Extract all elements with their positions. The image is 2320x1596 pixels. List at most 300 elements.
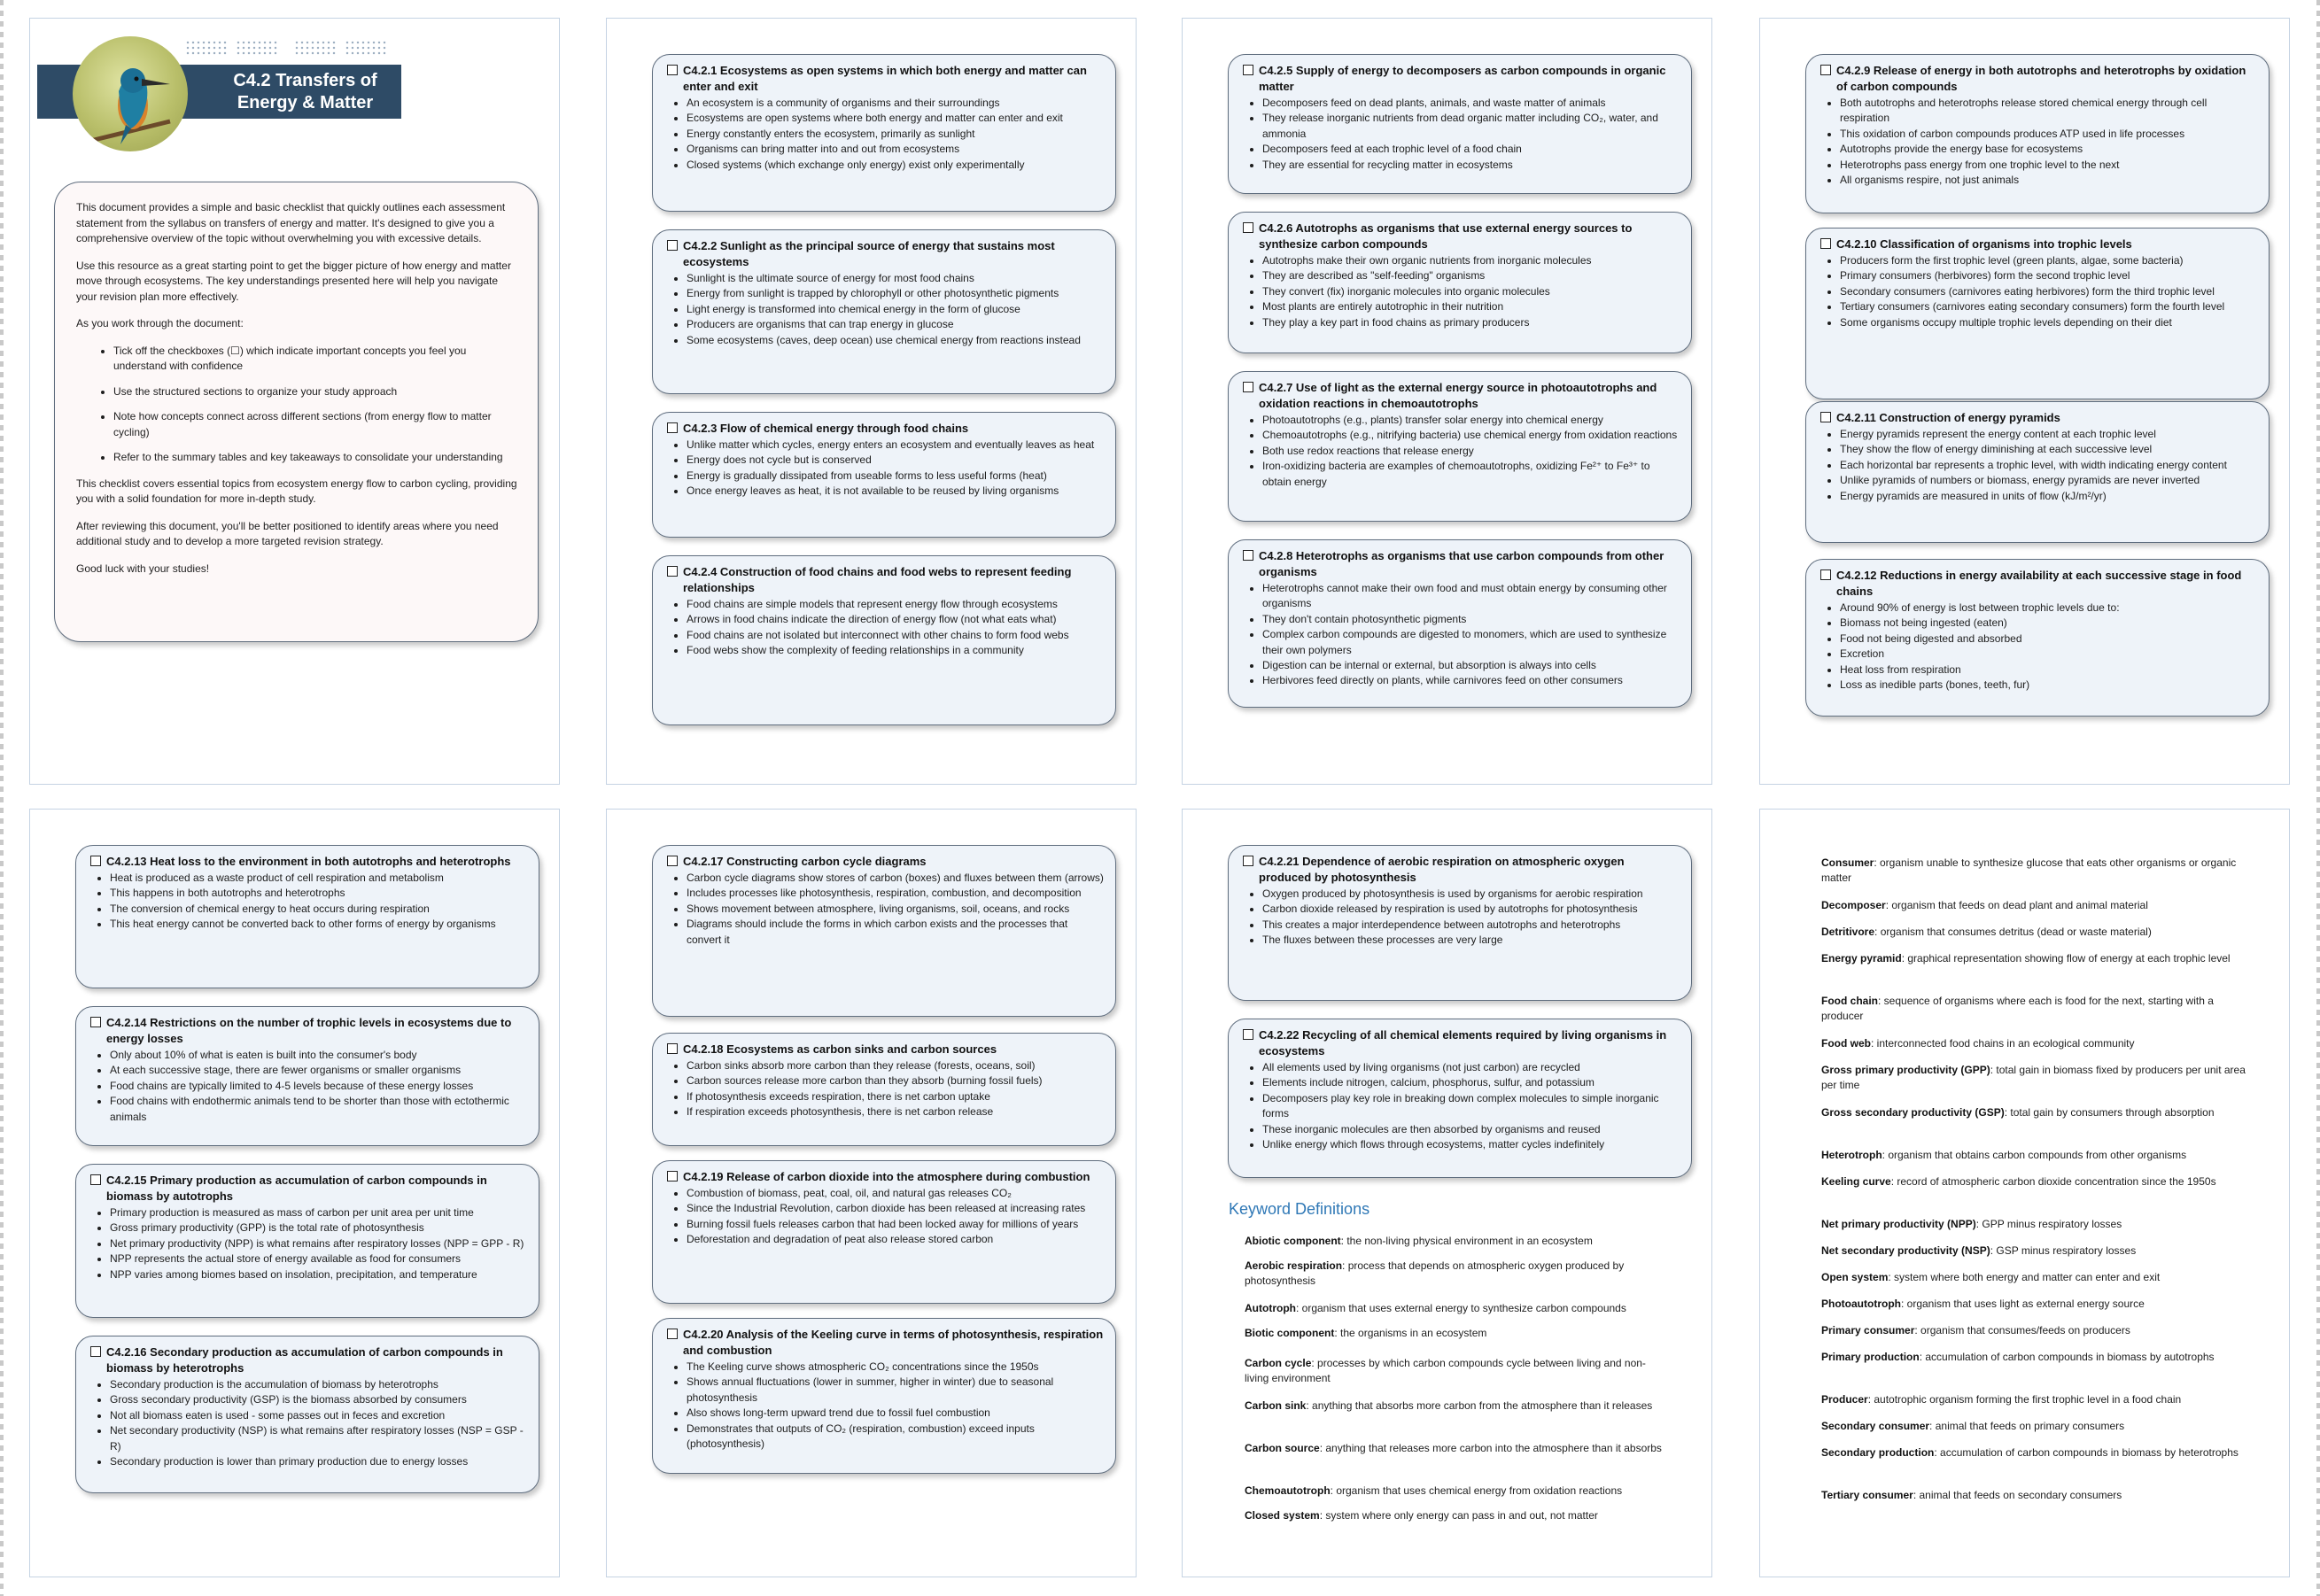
card-bullet-list	[1243, 413, 1680, 490]
keyword-meaning: : organism that uses external energy to synthesize carbon compounds	[1295, 1302, 1626, 1314]
card-bullet-item: • Energy from sunlight is trapped by chlorophyll or other photosynthetic pigments	[687, 286, 1104, 301]
card-bullet-item: • Carbon cycle diagrams show stores of carbon (boxes) and fluxes between them (arrows)	[687, 871, 1104, 886]
keyword-definition	[1821, 1270, 2246, 1285]
card-bullet-item: • Diagrams should include the forms in which carbon exists and the processes that convert it	[687, 917, 1104, 948]
intro-list	[76, 344, 518, 466]
card-bullet-item: • Both autotrophs and heterotrophs release stored chemical energy through cell respiration	[1840, 96, 2257, 127]
card-title	[1243, 548, 1680, 580]
keyword-definition	[1821, 856, 2246, 886]
keyword-term: Primary production	[1821, 1351, 1920, 1363]
keyword-definition	[1821, 1105, 2246, 1120]
card-bullet-item: • An ecosystem is a community of organisms and their surroundings	[687, 96, 1104, 111]
card-bullet-list	[667, 1058, 1104, 1120]
keyword-meaning: : GSP minus respiratory losses	[1990, 1244, 2137, 1257]
card-bullet-item: • They don't contain photosynthetic pigments	[1262, 612, 1680, 627]
card-bullet-item: • All elements used by living organisms (not just carbon) are recycled	[1262, 1060, 1680, 1075]
keyword-term: Carbon source	[1245, 1442, 1320, 1454]
keyword-meaning: : total gain by consumers through absorption	[2004, 1106, 2215, 1119]
card-bullet-item: • Biomass not being ingested (eaten)	[1840, 616, 2257, 631]
card-bullet-item: • Food chains with endothermic animals tend to be shorter than those with ectothermic animals	[110, 1094, 527, 1125]
card-bullet-item: • Not all biomass eaten is used - some passes out in feces and excretion	[110, 1408, 527, 1423]
card-bullet-item: • Only about 10% of what is eaten is built into the consumer's body	[110, 1048, 527, 1063]
card-bullet-item: • Energy does not cycle but is conserved	[687, 453, 1104, 468]
card-bullet-list	[90, 1377, 527, 1469]
card-bullet-item: • Since the Industrial Revolution, carbon dioxide has been released at increasing rates	[687, 1201, 1104, 1216]
keyword-term: Carbon sink	[1245, 1399, 1307, 1412]
checkbox-icon[interactable]	[1820, 238, 1831, 249]
keyword-term: Secondary consumer	[1821, 1420, 1930, 1432]
card-bullet-item: • Photoautotrophs (e.g., plants) transfer solar energy into chemical energy	[1262, 413, 1680, 428]
keyword-term: Food web	[1821, 1037, 1871, 1050]
checkbox-icon[interactable]	[1820, 412, 1831, 422]
checkbox-icon[interactable]	[1820, 569, 1831, 580]
card-bullet-item: • Net secondary productivity (NSP) is what remains after respiratory losses (NSP = GSP - R)	[110, 1423, 527, 1454]
checklist-card-c22	[1228, 1019, 1692, 1178]
card-bullet-item: • Around 90% of energy is lost between trophic levels due to:	[1840, 600, 2257, 616]
checkbox-icon[interactable]	[1243, 1029, 1253, 1040]
checkbox-icon[interactable]	[667, 1329, 678, 1339]
keyword-term: Producer	[1821, 1393, 1868, 1406]
card-title	[90, 1344, 527, 1376]
card-bullet-item: • Heterotrophs pass energy from one trophic level to the next	[1840, 158, 2257, 173]
checkbox-icon[interactable]	[90, 1017, 101, 1027]
card-title-text: C4.2.3 Flow of chemical energy through food chains	[683, 422, 969, 435]
card-bullet-item: • If photosynthesis exceeds respiration, there is net carbon uptake	[687, 1089, 1104, 1104]
keyword-term: Abiotic component	[1245, 1235, 1341, 1247]
keyword-term: Tertiary consumer	[1821, 1489, 1913, 1501]
keyword-meaning: : total gain in biomass fixed by producers per unit area per time	[1821, 1064, 2246, 1091]
checkbox-icon[interactable]	[90, 856, 101, 866]
keyword-meaning: : sequence of organisms where each is food for the next, starting with a producer	[1821, 995, 2214, 1022]
card-bullet-list	[667, 271, 1104, 348]
keyword-meaning: : organism unable to synthesize glucose that eats other organisms or organic matter	[1821, 856, 2237, 884]
card-bullet-item: • They are described as "self-feeding" organisms	[1262, 268, 1680, 283]
checkbox-icon[interactable]	[1243, 856, 1253, 866]
card-bullet-item: • Carbon sinks absorb more carbon than they release (forests, oceans, soil)	[687, 1058, 1104, 1073]
page-8	[1759, 809, 2290, 1577]
card-bullet-list	[1243, 1060, 1680, 1152]
card-title	[667, 421, 1104, 437]
card-bullet-item: • Some organisms occupy multiple trophic levels depending on their diet	[1840, 315, 2257, 330]
card-bullet-item: • Excretion	[1840, 647, 2257, 662]
keyword-definition	[1245, 1234, 1670, 1249]
checkbox-icon[interactable]	[667, 1043, 678, 1054]
keyword-definition	[1245, 1356, 1670, 1386]
card-bullet-item: • Arrows in food chains indicate the direction of energy flow (not what eats what)	[687, 612, 1104, 627]
card-bullet-list	[1820, 96, 2257, 188]
card-title-text: C4.2.7 Use of light as the external energy source in photoautotrophs and oxidation reactions in chemoautotrophs	[1259, 381, 1657, 410]
card-bullet-item: • All organisms respire, not just animals	[1840, 173, 2257, 188]
card-title	[1820, 236, 2257, 252]
keyword-meaning: : system where only energy can pass in and out, not matter	[1319, 1509, 1598, 1522]
card-title-text: C4.2.19 Release of carbon dioxide into the atmosphere during combustion	[683, 1170, 1090, 1183]
keyword-definition	[1821, 1419, 2246, 1434]
decorative-dots	[236, 40, 278, 56]
checkbox-icon[interactable]	[667, 856, 678, 866]
card-bullet-item: • NPP represents the actual store of energy available as food for consumers	[110, 1251, 527, 1267]
keyword-meaning: : anything that absorbs more carbon from the atmosphere than it releases	[1306, 1399, 1653, 1412]
card-bullet-item: • This creates a major interdependence between autotrophs and heterotrophs	[1262, 918, 1680, 933]
card-bullet-item: • Light energy is transformed into chemical energy in the form of glucose	[687, 302, 1104, 317]
checkbox-icon[interactable]	[667, 566, 678, 577]
card-title-text: C4.2.10 Classification of organisms into trophic levels	[1836, 237, 2132, 251]
checklist-card-c3	[652, 412, 1116, 538]
keyword-meaning: : the organisms in an ecosystem	[1334, 1327, 1487, 1339]
card-bullet-item: • They show the flow of energy diminishing at each successive level	[1840, 442, 2257, 457]
card-title-text: C4.2.13 Heat loss to the environment in both autotrophs and heterotrophs	[106, 855, 511, 868]
card-bullet-item: • Food chains are not isolated but interconnect with other chains to form food webs	[687, 628, 1104, 643]
card-bullet-item: • Sunlight is the ultimate source of energy for most food chains	[687, 271, 1104, 286]
keyword-term: Primary consumer	[1821, 1324, 1915, 1336]
keyword-definition	[1821, 1063, 2246, 1093]
intro-paragraph: This document provides a simple and basic checklist that quickly outlines each assessment statement from the syllabus on transfers of energy and matter. It's designed to give you a comprehensive overview of the topic without overwhelming you with excessive details.	[76, 201, 506, 244]
keyword-definition	[1821, 1392, 2246, 1407]
card-bullet-list	[1243, 96, 1680, 173]
card-bullet-item: • Energy is gradually dissipated from useable forms to less useful forms (heat)	[687, 469, 1104, 484]
keyword-meaning: : the non-living physical environment in an ecosystem	[1340, 1235, 1593, 1247]
card-title	[1243, 380, 1680, 412]
intro-list-item: • Tick off the checkboxes (☐) which indicate important concepts you feel you understand with confidence	[113, 344, 518, 375]
checkbox-icon[interactable]	[667, 65, 678, 75]
checkbox-icon[interactable]	[667, 422, 678, 433]
keyword-definition	[1245, 1259, 1670, 1289]
checkbox-icon[interactable]	[1820, 65, 1831, 75]
checkbox-icon[interactable]	[667, 1171, 678, 1182]
card-bullet-item: • Shows annual fluctuations (lower in summer, higher in winter) due to seasonal photosynthesis	[687, 1375, 1104, 1406]
intro-box	[54, 182, 539, 642]
card-bullet-item: • Gross secondary productivity (GSP) is the biomass absorbed by consumers	[110, 1392, 527, 1407]
card-bullet-item: • The fluxes between these processes are very large	[1262, 933, 1680, 948]
card-bullet-item: • Includes processes like photosynthesis, respiration, combustion, and decomposition	[687, 886, 1104, 901]
intro-list-item: • Refer to the summary tables and key takeaways to consolidate your understanding	[113, 450, 518, 466]
card-title	[1243, 854, 1680, 886]
checkbox-icon[interactable]	[90, 1346, 101, 1357]
card-title-text: C4.2.22 Recycling of all chemical elements required by living organisms in ecosystems	[1259, 1028, 1667, 1058]
keyword-definition	[1821, 994, 2246, 1024]
card-bullet-item: • Food webs show the complexity of feeding relationships in a community	[687, 643, 1104, 658]
card-bullet-item: • Primary production is measured as mass of carbon per unit area per unit time	[110, 1205, 527, 1220]
keyword-definition	[1821, 925, 2246, 940]
checkbox-icon[interactable]	[1243, 382, 1253, 392]
card-title	[1243, 63, 1680, 95]
checklist-card-c15	[75, 1164, 539, 1318]
card-title-text: C4.2.12 Reductions in energy availability at each successive stage in food chains	[1836, 569, 2242, 598]
intro-paragraph: As you work through the document:	[76, 317, 244, 329]
card-bullet-item: • Producers are organisms that can trap energy in glucose	[687, 317, 1104, 332]
card-bullet-item: • Iron-oxidizing bacteria are examples of chemoautotrophs, oxidizing Fe²⁺ to Fe³⁺ to obtain energy	[1262, 459, 1680, 490]
keyword-meaning: : organism that feeds on dead plant and animal material	[1885, 899, 2148, 911]
keyword-definition	[1821, 1350, 2246, 1365]
keyword-term: Secondary production	[1821, 1446, 1935, 1459]
checklist-card-c5	[1228, 54, 1692, 194]
intro-list-item: • Note how concepts connect across different sections (from energy flow to matter cycling)	[113, 409, 518, 440]
keyword-meaning: : animal that feeds on secondary consumers	[1913, 1489, 2122, 1501]
card-title-text: C4.2.9 Release of energy in both autotrophs and heterotrophs by oxidation of carbon compounds	[1836, 64, 2246, 93]
page-1	[29, 18, 560, 785]
page-3	[1182, 18, 1712, 785]
keyword-meaning: : organism that consumes/feeds on producers	[1914, 1324, 2130, 1336]
keyword-meaning: : GPP minus respiratory losses	[1975, 1218, 2122, 1230]
card-bullet-item: • They release inorganic nutrients from dead organic matter including CO₂, water, and ammonia	[1262, 111, 1680, 142]
card-title-text: C4.2.4 Construction of food chains and food webs to represent feeding relationships	[683, 565, 1072, 594]
document-title	[206, 65, 405, 114]
keyword-meaning: : system where both energy and matter can enter and exit	[1888, 1271, 2161, 1283]
checkbox-icon[interactable]	[90, 1174, 101, 1185]
checklist-card-c18	[652, 1033, 1116, 1146]
title-line-2: Energy & Matter	[237, 93, 374, 112]
card-bullet-item: • Producers form the first trophic level (green plants, algae, some bacteria)	[1840, 253, 2257, 268]
card-bullet-item: • Tertiary consumers (carnivores eating secondary consumers) form the fourth level	[1840, 299, 2257, 314]
card-bullet-item: • Heat loss from respiration	[1840, 662, 2257, 678]
keyword-meaning: : organism that obtains carbon compounds from other organisms	[1882, 1149, 2187, 1161]
card-bullet-list	[1243, 887, 1680, 949]
keyword-meaning: : process that depends on atmospheric oxygen produced by photosynthesis	[1245, 1259, 1625, 1287]
keyword-definition	[1821, 1297, 2246, 1312]
keyword-term: Detritivore	[1821, 926, 1875, 938]
card-bullet-list	[667, 597, 1104, 659]
card-bullet-item: • Autotrophs provide the energy base for ecosystems	[1840, 142, 2257, 157]
card-title-text: C4.2.21 Dependence of aerobic respiration on atmospheric oxygen produced by photosynthesis	[1259, 855, 1625, 884]
checkbox-icon[interactable]	[1243, 550, 1253, 561]
card-bullet-list	[667, 1186, 1104, 1248]
keyword-term: Net primary productivity (NPP)	[1821, 1218, 1976, 1230]
card-bullet-item: • Chemoautotrophs (e.g., nitrifying bacteria) use chemical energy from oxidation reactions	[1262, 428, 1680, 443]
checklist-card-c8	[1228, 539, 1692, 708]
decorative-dots	[185, 40, 228, 56]
keyword-meaning: : record of atmospheric carbon dioxide concentration since the 1950s	[1890, 1175, 2216, 1188]
card-bullet-item: • Unlike energy which flows through ecosystems, matter cycles indefinitely	[1262, 1137, 1680, 1152]
card-bullet-item: • Elements include nitrogen, calcium, phosphorus, sulfur, and potassium	[1262, 1075, 1680, 1090]
card-bullet-item: • Heterotrophs cannot make their own food and must obtain energy by consuming other organisms	[1262, 581, 1680, 612]
decorative-dots	[294, 40, 337, 56]
page-4	[1759, 18, 2290, 785]
keyword-meaning: : accumulation of carbon compounds in biomass by heterotrophs	[1934, 1446, 2239, 1459]
card-bullet-list	[667, 438, 1104, 500]
card-bullet-item: • Some ecosystems (caves, deep ocean) use chemical energy from reactions instead	[687, 333, 1104, 348]
card-bullet-item: • These inorganic molecules are then absorbed by organisms and reused	[1262, 1122, 1680, 1137]
intro-paragraph: Good luck with your studies!	[76, 562, 210, 575]
card-title	[1243, 221, 1680, 252]
card-title-text: C4.2.2 Sunlight as the principal source of energy that sustains most ecosystems	[683, 239, 1055, 268]
card-bullet-list	[667, 871, 1104, 948]
keyword-meaning: : interconnected food chains in an ecological community	[1871, 1037, 2135, 1050]
card-bullet-item: • Most plants are entirely autotrophic in their nutrition	[1262, 299, 1680, 314]
keyword-definition	[1821, 1243, 2246, 1259]
card-title	[1820, 63, 2257, 95]
card-title-text: C4.2.16 Secondary production as accumulation of carbon compounds in biomass by heterotrophs	[106, 1345, 503, 1375]
keyword-meaning: : autotrophic organism forming the first trophic level in a food chain	[1867, 1393, 2182, 1406]
keyword-term: Gross secondary productivity (GSP)	[1821, 1106, 2005, 1119]
card-title	[667, 1327, 1104, 1359]
card-bullet-item: • Shows movement between atmosphere, living organisms, soil, oceans, and rocks	[687, 902, 1104, 917]
card-title	[667, 1042, 1104, 1058]
card-bullet-item: • Digestion can be internal or external, but absorption is always into cells	[1262, 658, 1680, 673]
card-bullet-item: • Also shows long-term upward trend due to fossil fuel combustion	[687, 1406, 1104, 1421]
keyword-term: Open system	[1821, 1271, 1889, 1283]
card-title-text: C4.2.20 Analysis of the Keeling curve in terms of photosynthesis, respiration and combustion	[683, 1328, 1104, 1357]
card-title-text: C4.2.1 Ecosystems as open systems in which both energy and matter can enter and exit	[683, 64, 1087, 93]
card-bullet-item: • Secondary consumers (carnivores eating herbivores) form the third trophic level	[1840, 284, 2257, 299]
checklist-card-c4	[652, 555, 1116, 725]
keyword-term: Decomposer	[1821, 899, 1886, 911]
checklist-card-c9	[1805, 54, 2270, 213]
keyword-meaning: : animal that feeds on primary consumers	[1929, 1420, 2125, 1432]
card-bullet-item: • Complex carbon compounds are digested to monomers, which are used to synthesize their own polymers	[1262, 627, 1680, 658]
keyword-term: Heterotroph	[1821, 1149, 1882, 1161]
keyword-definition	[1245, 1484, 1670, 1499]
keyword-term: Chemoautotroph	[1245, 1484, 1331, 1497]
keyword-term: Food chain	[1821, 995, 1878, 1007]
card-bullet-item: • They are essential for recycling matter in ecosystems	[1262, 158, 1680, 173]
page-5	[29, 809, 560, 1577]
card-bullet-list	[1820, 427, 2257, 504]
card-bullet-item: • Secondary production is the accumulation of biomass by heterotrophs	[110, 1377, 527, 1392]
card-bullet-item: • Unlike pyramids of numbers or biomass, energy pyramids are never inverted	[1840, 473, 2257, 488]
checklist-card-c7	[1228, 371, 1692, 522]
card-bullet-item: • Autotrophs make their own organic nutrients from inorganic molecules	[1262, 253, 1680, 268]
card-bullet-item: • Decomposers play key role in breaking down complex molecules to simple inorganic forms	[1262, 1091, 1680, 1122]
card-bullet-item: • Each horizontal bar represents a trophic level, with width indicating energy content	[1840, 458, 2257, 473]
checkbox-icon[interactable]	[1243, 222, 1253, 233]
keyword-term: Aerobic respiration	[1245, 1259, 1343, 1272]
card-bullet-item: • Once energy leaves as heat, it is not available to be reused by living organisms	[687, 484, 1104, 499]
card-title	[1820, 410, 2257, 426]
card-bullet-item: • Energy constantly enters the ecosystem, primarily as sunlight	[687, 127, 1104, 142]
checklist-card-c20	[652, 1318, 1116, 1474]
card-title	[1243, 1027, 1680, 1059]
keyword-definition	[1245, 1508, 1670, 1523]
card-bullet-item: • At each successive stage, there are fewer organisms or smaller organisms	[110, 1063, 527, 1078]
card-bullet-item: • Decomposers feed on dead plants, animals, and waste matter of animals	[1262, 96, 1680, 111]
card-bullet-list	[1820, 600, 2257, 693]
card-bullet-item: • The conversion of chemical energy to heat occurs during respiration	[110, 902, 527, 917]
card-bullet-list	[1820, 253, 2257, 330]
card-bullet-list	[90, 871, 527, 933]
card-bullet-item: • Decomposers feed at each trophic level of a food chain	[1262, 142, 1680, 157]
card-bullet-item: • Burning fossil fuels releases carbon that had been locked away for millions of years	[687, 1217, 1104, 1232]
keyword-meaning: : anything that releases more carbon into the atmosphere than it absorbs	[1319, 1442, 1662, 1454]
card-bullet-item: • Heat is produced as a waste product of cell respiration and metabolism	[110, 871, 527, 886]
card-title-text: C4.2.14 Restrictions on the number of trophic levels in ecosystems due to energy losses	[106, 1016, 512, 1045]
card-title-text: C4.2.11 Construction of energy pyramids	[1836, 411, 2060, 424]
keyword-definition	[1245, 1398, 1670, 1414]
card-title	[667, 238, 1104, 270]
keyword-term: Photoautotroph	[1821, 1298, 1901, 1310]
keyword-definition	[1245, 1441, 1670, 1456]
checklist-card-c17	[652, 845, 1116, 1017]
card-bullet-item: • Carbon sources release more carbon than they absorb (burning fossil fuels)	[687, 1073, 1104, 1089]
page-6	[606, 809, 1137, 1577]
card-bullet-item: • They play a key part in food chains as primary producers	[1262, 315, 1680, 330]
keyword-definition	[1821, 1174, 2246, 1189]
card-bullet-item: • The Keeling curve shows atmospheric CO₂ concentrations since the 1950s	[687, 1360, 1104, 1375]
card-bullet-item: • This oxidation of carbon compounds produces ATP used in life processes	[1840, 127, 2257, 142]
keyword-term: Autotroph	[1245, 1302, 1296, 1314]
keyword-term: Net secondary productivity (NSP)	[1821, 1244, 1990, 1257]
kingfisher-image	[73, 36, 188, 151]
keyword-definitions-heading: Keyword Definitions	[1229, 1200, 1370, 1218]
card-bullet-item: • Combustion of biomass, peat, coal, oil, and natural gas releases CO₂	[687, 1186, 1104, 1201]
card-title	[90, 1015, 527, 1047]
card-bullet-item: • Energy pyramids are measured in units of flow (kJ/m²/yr)	[1840, 489, 2257, 504]
card-bullet-item: • This happens in both autotrophs and heterotrophs	[110, 886, 527, 901]
decorative-dots	[345, 40, 387, 56]
checklist-card-c10	[1805, 228, 2270, 399]
checkbox-icon[interactable]	[667, 240, 678, 251]
card-bullet-list	[90, 1048, 527, 1125]
card-bullet-list	[1243, 253, 1680, 330]
card-title	[667, 63, 1104, 95]
intro-paragraph: This checklist covers essential topics from ecosystem energy flow to carbon cycling, providing you with a solid foundation for more in-depth study.	[76, 476, 517, 505]
card-bullet-item: • Closed systems (which exchange only energy) exist only experimentally	[687, 158, 1104, 173]
card-bullet-item: • Gross primary productivity (GPP) is the total rate of photosynthesis	[110, 1220, 527, 1236]
card-title-text: C4.2.5 Supply of energy to decomposers as carbon compounds in organic matter	[1259, 64, 1666, 93]
keyword-definition	[1821, 898, 2246, 913]
keyword-definition	[1821, 1148, 2246, 1163]
keyword-meaning: : accumulation of carbon compounds in biomass by autotrophs	[1919, 1351, 2215, 1363]
keyword-meaning: : graphical representation showing flow of energy at each trophic level	[1901, 952, 2231, 965]
card-bullet-item: • Carbon dioxide released by respiration is used by autotrophs for photosynthesis	[1262, 902, 1680, 917]
card-bullet-item: • Herbivores feed directly on plants, while carnivores feed on other consumers	[1262, 673, 1680, 688]
card-bullet-item: • Food chains are simple models that represent energy flow through ecosystems	[687, 597, 1104, 612]
keyword-definition	[1245, 1326, 1670, 1341]
card-title	[90, 1173, 527, 1205]
intro-paragraph: Use this resource as a great starting point to get the bigger picture of how energy and matter move through ecosystems. The key understandings presented here will help you navigate your revision plan more effectively.	[76, 259, 511, 303]
card-title-text: C4.2.17 Constructing carbon cycle diagrams	[683, 855, 927, 868]
card-title	[667, 564, 1104, 596]
checklist-card-c11	[1805, 401, 2270, 543]
keyword-definition	[1821, 1445, 2246, 1460]
card-bullet-item: • Deforestation and degradation of peat also release stored carbon	[687, 1232, 1104, 1247]
card-bullet-item: • Loss as inedible parts (bones, teeth, fur)	[1840, 678, 2257, 693]
card-bullet-list	[667, 1360, 1104, 1452]
card-bullet-item: • Energy pyramids represent the energy content at each trophic level	[1840, 427, 2257, 442]
card-bullet-item: • Food chains are typically limited to 4-5 levels because of these energy losses	[110, 1079, 527, 1094]
intro-paragraph: After reviewing this document, you'll be better positioned to identify areas where you need additional study and to develop a more targeted revision strategy.	[76, 519, 499, 547]
card-title-text: C4.2.6 Autotrophs as organisms that use external energy sources to synthesize carbon compounds	[1259, 221, 1633, 251]
keyword-definition	[1821, 1217, 2246, 1232]
checklist-card-c21	[1228, 845, 1692, 1001]
keyword-term: Gross primary productivity (GPP)	[1821, 1064, 1990, 1076]
page-7	[1182, 809, 1712, 1577]
intro-list-item: • Use the structured sections to organize your study approach	[113, 384, 518, 400]
card-title-text: C4.2.18 Ecosystems as carbon sinks and carbon sources	[683, 1042, 997, 1056]
card-bullet-list	[90, 1205, 527, 1282]
keyword-term: Carbon cycle	[1245, 1357, 1312, 1369]
keyword-definition	[1821, 951, 2246, 966]
checklist-card-c19	[652, 1160, 1116, 1304]
checklist-card-c6	[1228, 212, 1692, 353]
keyword-definition	[1821, 1323, 2246, 1338]
card-bullet-item: • They convert (fix) inorganic molecules into organic molecules	[1262, 284, 1680, 299]
card-title-text: C4.2.15 Primary production as accumulation of carbon compounds in biomass by autotrophs	[106, 1174, 487, 1203]
card-bullet-list	[1243, 581, 1680, 689]
keyword-meaning: : processes by which carbon compounds cycle between living and non-living environment	[1245, 1357, 1646, 1384]
keyword-definition	[1821, 1488, 2246, 1503]
card-bullet-item: • NPP varies among biomes based on insolation, precipitation, and temperature	[110, 1267, 527, 1282]
card-bullet-item: • Secondary production is lower than primary production due to energy losses	[110, 1454, 527, 1469]
checkbox-icon[interactable]	[1243, 65, 1253, 75]
card-bullet-item: • Both use redox reactions that release energy	[1262, 444, 1680, 459]
card-bullet-item: • This heat energy cannot be converted back to other forms of energy by organisms	[110, 917, 527, 932]
card-title	[90, 854, 527, 870]
checklist-card-c14	[75, 1006, 539, 1146]
checklist-card-c13	[75, 845, 539, 988]
card-bullet-item: • Ecosystems are open systems where both energy and matter can enter and exit	[687, 111, 1104, 126]
card-bullet-item: • Net primary productivity (NPP) is what remains after respiratory losses (NPP = GPP - R)	[110, 1236, 527, 1251]
keyword-term: Biotic component	[1245, 1327, 1335, 1339]
keyword-meaning: : organism that uses light as external energy source	[1900, 1298, 2145, 1310]
